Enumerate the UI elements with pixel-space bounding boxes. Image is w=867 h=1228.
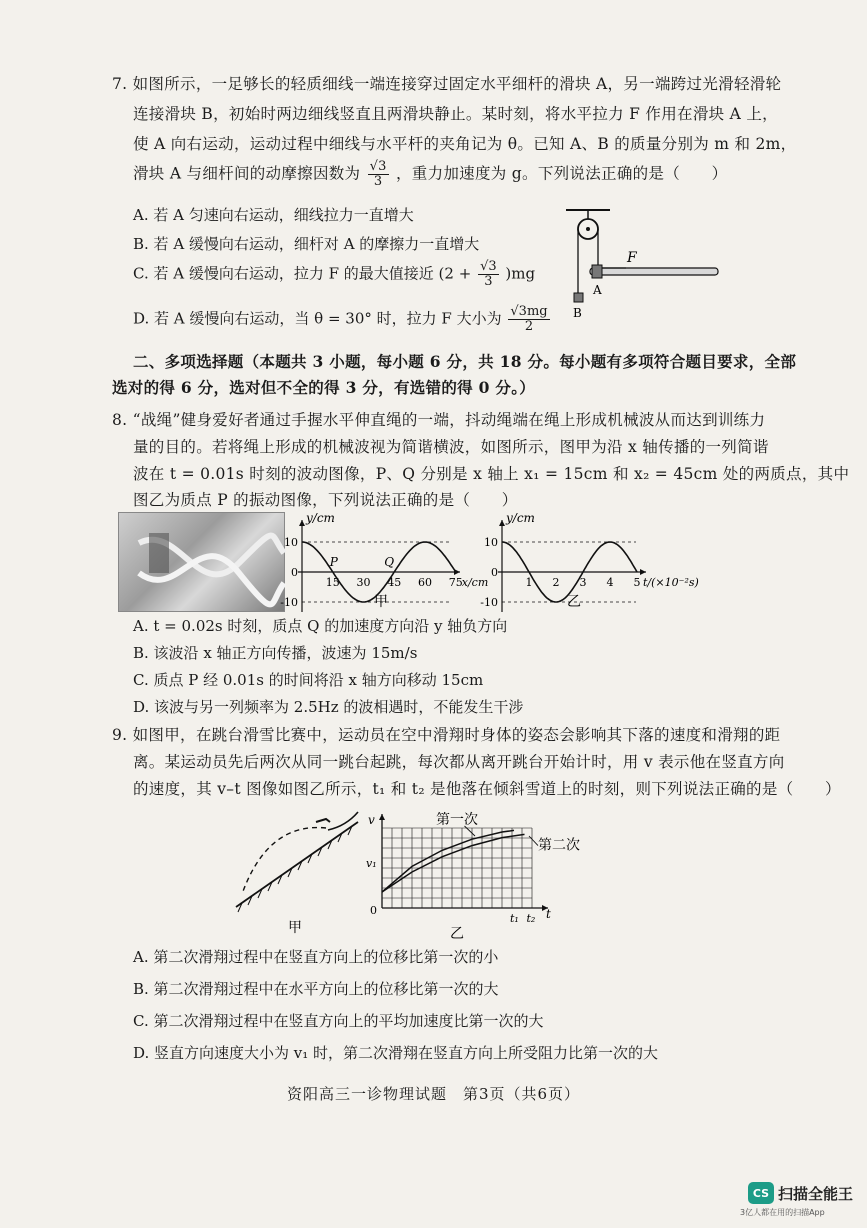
yi-ylabel: y/cm xyxy=(506,511,535,525)
q9-option-b: B. 第二次滑翔过程中在水平方向上的位移比第一次的大 xyxy=(133,980,499,998)
section2-line2: 选对的得 6 分，选对但不全的得 3 分，有选错的得 0 分。） xyxy=(112,378,536,397)
jia-xlabel: x/cm xyxy=(461,576,489,589)
jia-ylabel: y/cm xyxy=(306,511,335,525)
vt-series-2 xyxy=(382,834,525,892)
yi-xtick-label: 1 xyxy=(525,576,533,589)
scanner-logo-icon: CS xyxy=(748,1182,774,1204)
q8-option-b: B. 该波沿 x 轴正方向传播，波速为 15m/s xyxy=(133,644,418,662)
q7-option-a: A. 若 A 匀速向右运动，细线拉力一直增大 xyxy=(133,206,414,224)
point-p-label: P xyxy=(329,555,338,569)
q7-line4-b: ，重力加速度为 g。下列说法正确的是（ ） xyxy=(395,164,728,183)
d-num: √3mg xyxy=(510,304,548,319)
mu-fraction xyxy=(368,160,389,189)
q7-option-c-b: )mg xyxy=(505,264,536,283)
mu-num: √3 xyxy=(369,159,387,174)
q7-line4 xyxy=(133,160,727,189)
q7-option-b: B. 若 A 缓慢向右运动，细杆对 A 的摩擦力一直增大 xyxy=(133,235,480,253)
scanner-name: 扫描全能王 xyxy=(778,1184,854,1203)
block-b xyxy=(574,293,583,302)
q9-line1: 9. 如图甲，在跳台滑雪比赛中，运动员在空中滑翔时身体的姿态会影响其下落的速度和滑翔的距 xyxy=(112,726,781,744)
skier xyxy=(316,819,330,822)
jia-ytick-label: -10 xyxy=(280,596,298,609)
label-a: A xyxy=(593,283,602,297)
page-footer: 资阳高三一诊物理试题 第3页（共6页） xyxy=(286,1085,581,1103)
q9-option-c: C. 第二次滑翔过程中在竖直方向上的平均加速度比第一次的大 xyxy=(133,1012,544,1030)
jia-xtick-label: 60 xyxy=(418,576,432,589)
flight-path xyxy=(242,828,326,894)
vt-title: 乙 xyxy=(450,926,464,942)
c-fraction xyxy=(478,260,499,289)
yi-title: 乙 xyxy=(567,594,581,610)
vt-y-arrow xyxy=(379,814,385,820)
jia-xtick-label: 75 xyxy=(448,576,463,589)
q7-option-d xyxy=(133,305,552,334)
section2-line1: 二、多项选择题（本题共 3 小题，每小题 6 分，共 18 分。每小题有多项符合题目要求，全部 xyxy=(133,352,797,371)
yi-ytick-label: -10 xyxy=(480,596,498,609)
yi-xtick-label: 5 xyxy=(633,576,641,589)
scanner-tagline: 3亿人都在用的扫描App xyxy=(740,1208,825,1217)
ski-slope-figure xyxy=(228,812,368,937)
q9-line2: 离。某运动员先后两次从同一跳台起跳，每次都从离开跳台开始计时，用 v 表示他在竖直方向 xyxy=(133,753,785,771)
yi-ytick-label: 10 xyxy=(484,536,498,549)
mu-den: 3 xyxy=(373,174,383,189)
label-jia: 甲 xyxy=(288,920,302,936)
yi-xtick-label: 2 xyxy=(552,576,560,589)
q8-option-c: C. 质点 P 经 0.01s 的时间将沿 x 轴方向移动 15cm xyxy=(133,671,484,689)
pulley-figure xyxy=(560,205,730,325)
vt-chart xyxy=(360,808,620,940)
q8-line3: 波在 t = 0.01s 时刻的波动图像，P、Q 分别是 x 轴上 x₁ = 15cm 和 x₂ = 45cm 处的两质点，其中 xyxy=(133,465,850,483)
c-den: 3 xyxy=(484,274,493,289)
d-den: 2 xyxy=(524,319,534,334)
q7-line1: 7. 如图所示，一足够长的轻质细线一端连接穿过固定水平细杆的滑块 A，另一端跨过光滑轻滑轮 xyxy=(112,75,782,93)
yi-xtick-label: 4 xyxy=(606,576,614,589)
q8-line4: 图乙为质点 P 的振动图像，下列说法正确的是（ ） xyxy=(133,491,518,509)
vt-leader-2 xyxy=(529,836,538,846)
vt-ytick-label: 0 xyxy=(370,904,377,917)
ramp xyxy=(328,812,358,830)
jia-ytick-label: 0 xyxy=(291,566,298,579)
q7-line2: 连接滑块 B，初始时两边细线竖直且两滑块静止。某时刻，将水平拉力 F 作用在滑块 A 上， xyxy=(133,105,778,123)
slope xyxy=(236,822,358,907)
label-b: B xyxy=(573,306,582,320)
q7-line4-a: 滑块 A 与细杆间的动摩擦因数为 xyxy=(133,164,361,183)
jia-xtick-label: 45 xyxy=(387,576,402,589)
jia-ytick-label: 10 xyxy=(284,536,298,549)
q7-option-d-a: D. 若 A 缓慢向右运动，当 θ = 30° 时，拉力 F 大小为 xyxy=(133,309,502,328)
jia-title: 甲 xyxy=(374,594,388,610)
vt-xtick-label: t₂ xyxy=(526,912,536,925)
vt-ylabel: v xyxy=(368,813,375,827)
vibration-chart-yi xyxy=(480,508,718,618)
jia-xtick-label: 30 xyxy=(356,576,371,589)
battle-rope-photo xyxy=(118,512,285,612)
vt-ytick-label: v₁ xyxy=(366,857,377,871)
vt-xtick-label: t₁ xyxy=(510,912,519,925)
d-fraction xyxy=(508,305,549,334)
q8-line1: 8. “战绳”健身爱好者通过手握水平伸直绳的一端，抖动绳端在绳上形成机械波从而达到训练力 xyxy=(112,411,766,429)
jia-xtick-label: 15 xyxy=(325,576,340,589)
c-num: √3 xyxy=(480,259,497,274)
q8-option-a: A. t = 0.02s 时刻，质点 Q 的加速度方向沿 y 轴负方向 xyxy=(133,617,508,635)
vt-series-1-label: 第一次 xyxy=(436,812,478,828)
point-q-label: Q xyxy=(384,555,395,569)
q8-line2: 量的目的。若将绳上形成的机械波视为简谐横波，如图所示，图甲为沿 x 轴传播的一列简谐 xyxy=(133,438,769,456)
yi-x-arrow xyxy=(640,569,646,575)
block-a xyxy=(592,265,602,278)
q8-option-d: D. 该波与另一列频率为 2.5Hz 的波相遇时，不能发生干涉 xyxy=(133,698,524,716)
rod xyxy=(590,268,718,275)
scanner-watermark xyxy=(748,1180,860,1206)
yi-xlabel: t/(×10⁻²s) xyxy=(643,576,699,589)
q9-option-d: D. 竖直方向速度大小为 v₁ 时，第二次滑翔在竖直方向上所受阻力比第一次的大 xyxy=(133,1044,659,1062)
label-f: F xyxy=(627,250,637,266)
q9-line3: 的速度，其 v–t 图像如图乙所示，t₁ 和 t₂ 是他落在倾斜雪道上的时刻，则下列说法正确的是（ ） xyxy=(133,780,841,798)
yi-xtick-label: 3 xyxy=(579,576,587,589)
vt-xlabel: t xyxy=(546,907,551,921)
jia-y-arrow xyxy=(299,520,305,526)
wave-chart-jia xyxy=(280,508,489,618)
vt-series-2-label: 第二次 xyxy=(538,837,580,854)
q7-option-c xyxy=(133,260,535,289)
yi-y-arrow xyxy=(499,520,505,526)
q7-line3: 使 A 向右运动，运动过程中细线与水平杆的夹角记为 θ。已知 A、B 的质量分别为 m 和 2m， xyxy=(133,135,797,153)
q7-option-c-a: C. 若 A 缓慢向右运动，拉力 F 的最大值接近 (2 + xyxy=(133,264,472,283)
q9-option-a: A. 第二次滑翔过程中在竖直方向上的位移比第一次的小 xyxy=(133,948,499,966)
yi-ytick-label: 0 xyxy=(491,566,498,579)
